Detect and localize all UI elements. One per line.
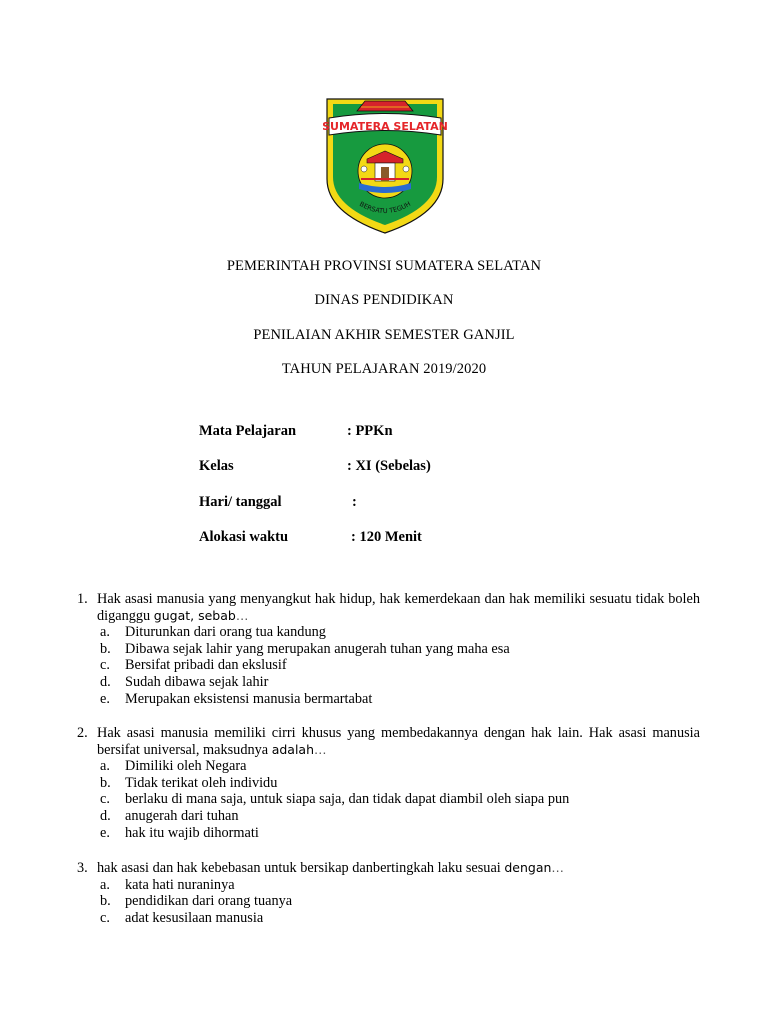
class-label: Kelas <box>199 458 234 474</box>
header-government: PEMERINTAH PROVINSI SUMATERA SELATAN <box>226 258 542 274</box>
option-b[interactable]: b. Dibawa sejak lahir yang merupakan anugerah tuhan yang maha esa <box>100 640 510 657</box>
option-b[interactable]: b. Tidak terikat oleh individu <box>100 774 278 791</box>
question-text: hak asasi dan hak kebebasan untuk bersikap danbertingkah laku sesuai dengan… <box>97 860 564 876</box>
question-text: Hak asasi manusia yang menyangkut hak hidup, hak kemerdekaan dan hak memiliki sesuatu tidak boleh diganggu gugat, sebab… <box>97 591 700 624</box>
question-3 <box>77 860 700 926</box>
option-a[interactable]: a. Dimiliki oleh Negara <box>100 758 247 775</box>
subject-label: Mata Pelajaran <box>199 423 297 439</box>
option-e[interactable]: e. hak itu wajib dihormati <box>100 824 259 841</box>
question-number: 3. <box>77 860 88 876</box>
option-c[interactable]: c. adat kesusilaan manusia <box>100 909 264 926</box>
option-d[interactable]: d. Sudah dibawa sejak lahir <box>100 673 269 690</box>
question-2 <box>77 725 700 841</box>
option-c[interactable]: c. Bersifat pribadi dan ekslusif <box>100 657 287 674</box>
header-exam-title: PENILAIAN AKHIR SEMESTER GANJIL <box>253 327 515 343</box>
class-value: : XI (Sebelas) <box>347 458 431 474</box>
header-department: DINAS PENDIDIKAN <box>314 292 454 308</box>
time-value: : 120 Menit <box>351 529 422 545</box>
option-b[interactable]: b. pendidikan dari orang tuanya <box>100 893 293 910</box>
header-school-year: TAHUN PELAJARAN 2019/2020 <box>281 361 487 377</box>
option-a[interactable]: a. kata hati nuraninya <box>100 876 235 893</box>
option-c[interactable]: c. berlaku di mana saja, untuk siapa saja, dan tidak dapat diambil oleh siapa pun <box>100 791 570 808</box>
subject-value: : PPKn <box>347 423 393 439</box>
logo-motto: BERSATU TEGUH <box>358 199 412 216</box>
time-label: Alokasi waktu <box>199 529 289 545</box>
date-value: : <box>352 494 357 510</box>
question-text: Hak asasi manusia memiliki cirri khusus yang membedakannya dengan hak lain. Hak asasi manusia bersifat universal, maksudnya adalah… <box>97 725 700 758</box>
option-a[interactable]: a. Diturunkan dari orang tua kandung <box>100 624 326 641</box>
question-number: 1. <box>77 591 88 607</box>
logo-banner-text: SUMATERA SELATAN <box>323 120 447 133</box>
question-number: 2. <box>77 725 88 741</box>
option-d[interactable]: d. anugerah dari tuhan <box>100 807 239 824</box>
question-1 <box>77 591 700 707</box>
province-logo <box>323 93 447 235</box>
option-e[interactable]: e. Merupakan eksistensi manusia bermartabat <box>100 690 373 707</box>
date-label: Hari/ tanggal <box>199 494 282 510</box>
